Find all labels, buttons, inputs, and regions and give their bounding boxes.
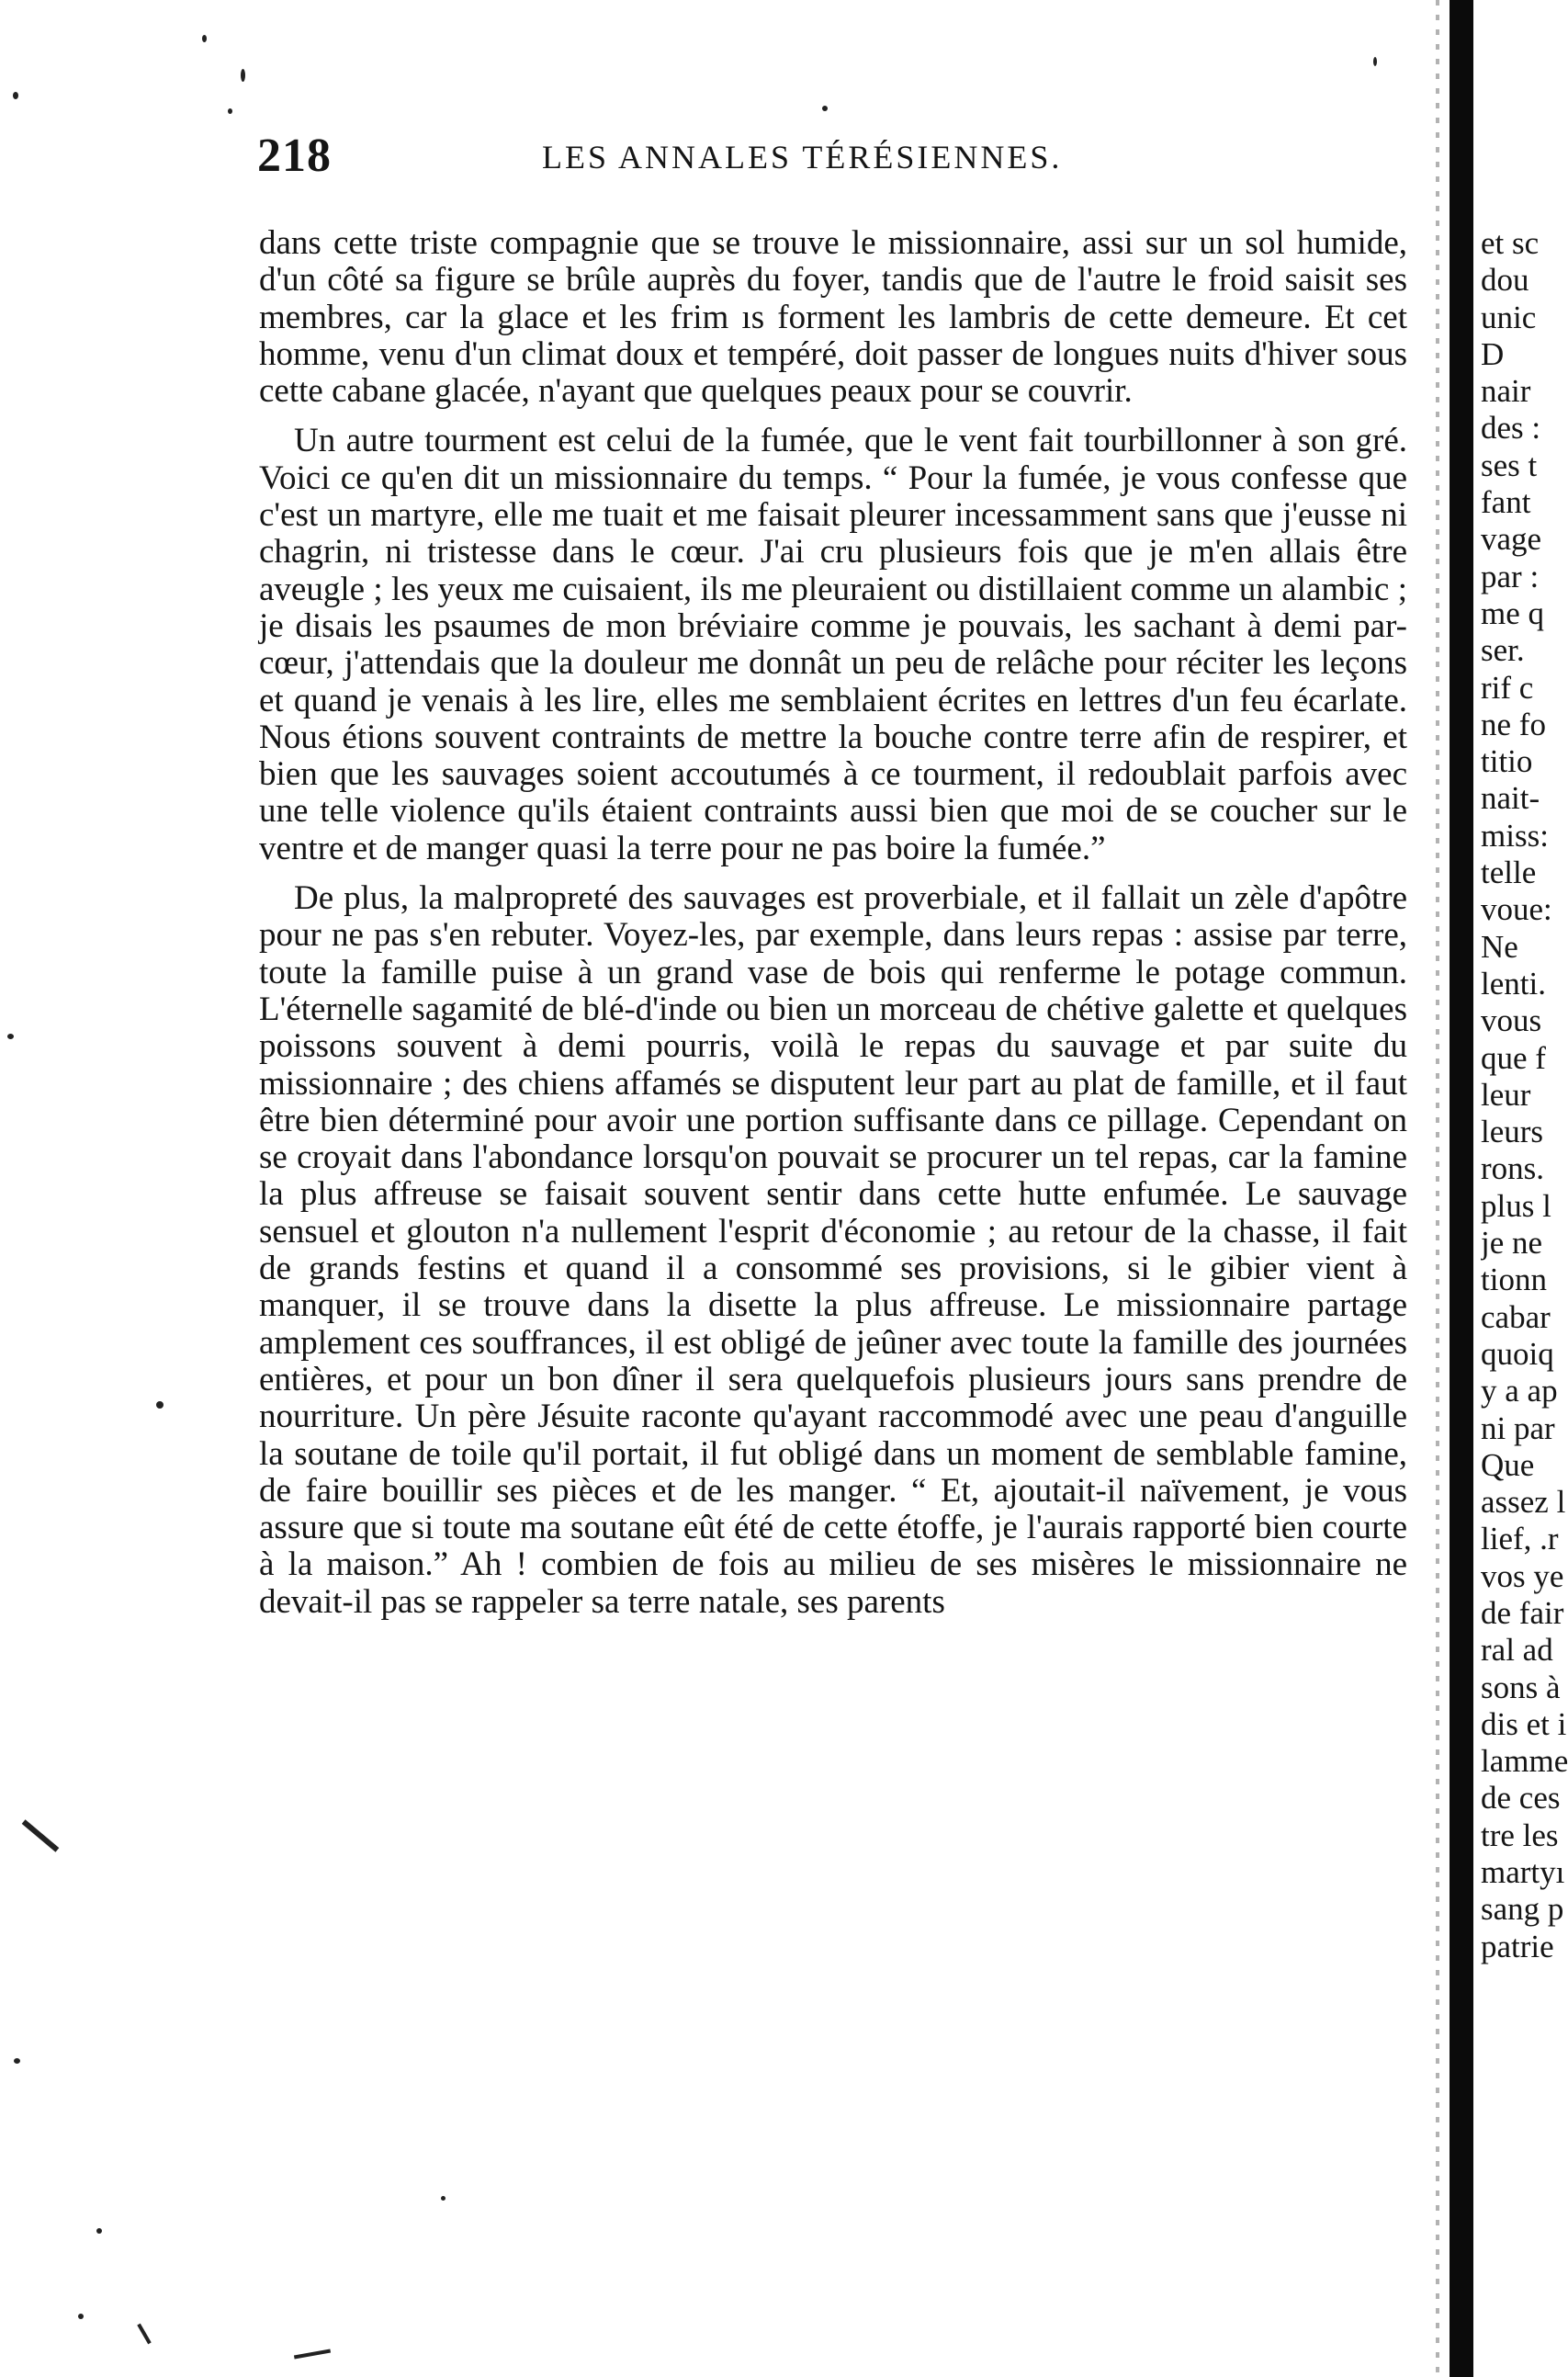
- scan-speck: [7, 1034, 14, 1039]
- page-number: 218: [257, 130, 332, 182]
- paragraph-3: De plus, la malpropreté des sauvages est proverbiale, et il fallait un zèle d'apôtre pour ne pas s'en rebuter. Voyez-les, par exemple, dans leurs repas : assise par terre, toute la famille puise à un grand vase de bois qui renferme le potage commun. L'éternelle sagamité de blé-d'inde ou bien un morceau de chétive galette et quelques poissons souvent à demi pourris, voilà le repas du sauvage et par suite du missionnaire ; des chiens affamés se disputent leur part au plat de famille, et il faut être bien déterminé pour avoir une portion suffisante dans ce pillage. Cependant on se croyait dans l'abondance lorsqu'on pouvait se procurer un tel repas, car la famine la plus affreuse se faisait souvent sentir dans cette hutte enfumée. Le sauvage sensuel et glouton n'a nullement l'esprit d'économie ; au retour de la chasse, il fait de grands festins et quand il a consommé ses provisions, si le gibier vient à manquer, il se trouve dans la disette la plus affreuse. Le missionnaire partage amplement ces souffrances, il est obligé de jeûner avec toute la famille des journées entières, et pour un bon dîner il sera quelquefois plusieurs jours sans prendre de nourriture. Un père Jésuite raconte qu'ayant raccommodé avec une peau d'anguille la soutane de toile qu'il portait, il fut obligé dans un moment de semblable famine, de faire bouillir ses pièces et de les manger. “ Et, ajoutait-il naïvement, je vous assure que si toute ma soutane eût été de cette étoffe, je l'aurais rapporté bien courte à la maison.” Ah ! combien de fois au milieu de ses misères le missionnaire ne devait-il pas se rappeler sa terre natale, ses parents: [259, 879, 1407, 1621]
- adjacent-line: voue:: [1481, 891, 1552, 928]
- adjacent-line: assez l: [1481, 1484, 1566, 1521]
- adjacent-line: rif c: [1481, 669, 1534, 706]
- running-head: [257, 129, 1415, 184]
- scan-speck: [1373, 57, 1377, 66]
- adjacent-line: je ne: [1481, 1225, 1543, 1262]
- adjacent-line: leur: [1481, 1076, 1531, 1113]
- adjacent-line: y a ap: [1481, 1373, 1558, 1409]
- adjacent-line: de ces: [1481, 1780, 1561, 1817]
- adjacent-line: dou: [1481, 262, 1529, 299]
- adjacent-line: me q: [1481, 594, 1545, 631]
- adjacent-line: uniс: [1481, 299, 1537, 335]
- scan-speck: [441, 2196, 446, 2201]
- scan-speck: [241, 69, 245, 82]
- adjacent-line: sang p: [1481, 1891, 1564, 1928]
- adjacent-line: lamme: [1481, 1743, 1568, 1780]
- journal-title: LES ANNALES TÉRÉSIENNES.: [542, 139, 1063, 175]
- adjacent-line: leurs: [1481, 1114, 1544, 1150]
- adjacent-line: quoiq: [1481, 1335, 1554, 1372]
- adjacent-line: fant: [1481, 484, 1531, 521]
- adjacent-line: vos ye: [1481, 1557, 1564, 1594]
- paragraph-1: dans cette triste compagnie que se trouve le missionnaire, assi sur un sol humide, d'un côté sa figure se brûle auprès du foyer, tandis que de l'autre le froid saisit ses membres, car la glace et les frim ıs forment les lambris de cette demeure. Et cet homme, venu d'un climat doux et tempéré, doit passer de longues nuits d'hiver sous cette cabane glacée, n'ayant que quelques peaux pour se couvrir.: [259, 224, 1407, 411]
- adjacent-line: Ne: [1481, 928, 1518, 965]
- adjacent-line: nait-: [1481, 780, 1540, 817]
- adjacent-line: par :: [1481, 558, 1540, 594]
- adjacent-line: D: [1481, 335, 1505, 372]
- scan-mark: [22, 1819, 60, 1851]
- adjacent-line: Que: [1481, 1446, 1535, 1483]
- adjacent-line: lief, .r: [1481, 1521, 1559, 1557]
- adjacent-line: lenti.: [1481, 965, 1546, 1002]
- adjacent-line: et sс: [1481, 225, 1540, 261]
- adjacent-line: titio: [1481, 743, 1533, 780]
- body-text: [259, 225, 1407, 1621]
- adjacent-line: ne fo: [1481, 706, 1546, 742]
- scan-speck: [96, 2228, 102, 2234]
- scan-speck: [13, 92, 18, 99]
- adjacent-line: tionn: [1481, 1262, 1547, 1298]
- adjacent-line: telle: [1481, 855, 1537, 891]
- adjacent-line: ral ad: [1481, 1632, 1553, 1669]
- adjacent-line: tre les: [1481, 1817, 1559, 1853]
- adjacent-line: ses t: [1481, 447, 1538, 483]
- paragraph-2: Un autre tourment est celui de la fumée, que le vent fait tourbillonner à son gré. Voici ce qu'en dit un missionnaire du temps. “ Pour la fumée, je vous confesse que c'est un martyre, elle me tuait et me faisait pleurer incessamment sans que j'eusse ni chagrin, ni tristesse dans le cœur. J'ai cru plusieurs fois que je m'en allais être aveugle ; les yeux me cuisaient, ils me pleuraient ou distillaient comme un alambic ; je disais les psaumes de mon bréviaire comme je pouvais, les sachant à demi par-cœur, j'attendais que la douleur me donnât un peu de relâche pour réciter les leçons et quand je venais à les lire, elles me semblaient écrites en lettres d'un feu écarlate. Nous étions souvent contraints de mettre la bouche contre terre afin de respirer, et bien que les sauvages soient accoutumés à ce tourment, il redoublait parfois avec une telle violence qu'ils étaient contraints aussi bien que moi de se coucher sur le ventre et de manger quasi la terre pour ne pas boire la fumée.”: [259, 422, 1407, 867]
- adjacent-page-fragment: [1481, 225, 1568, 2338]
- scan-mark: [137, 2324, 151, 2345]
- adjacent-line: vage: [1481, 521, 1542, 558]
- binding-bar: [1450, 0, 1473, 2377]
- adjacent-line: plus l: [1481, 1187, 1551, 1224]
- adjacent-line: dis et i: [1481, 1705, 1567, 1742]
- scan-speck: [228, 108, 232, 114]
- scan-speck: [14, 2058, 20, 2064]
- adjacent-line: sons à: [1481, 1669, 1561, 1705]
- adjacent-line: ni par: [1481, 1409, 1555, 1446]
- adjacent-line: miss:: [1481, 817, 1549, 854]
- adjacent-line: ser.: [1481, 632, 1525, 669]
- scan-speck: [78, 2314, 84, 2319]
- scan-speck: [202, 35, 207, 42]
- scan-speck: [156, 1401, 164, 1409]
- adjacent-line: martyı: [1481, 1854, 1565, 1891]
- scan-speck: [822, 106, 828, 111]
- adjacent-line: que f: [1481, 1039, 1546, 1076]
- adjacent-line: de fair: [1481, 1594, 1564, 1631]
- adjacent-line: vous: [1481, 1002, 1542, 1039]
- adjacent-line: patrie: [1481, 1928, 1554, 1964]
- adjacent-line: des :: [1481, 410, 1541, 447]
- scan-mark: [294, 2349, 331, 2360]
- adjacent-line: nair: [1481, 373, 1531, 410]
- adjacent-line: rons.: [1481, 1150, 1545, 1187]
- adjacent-line: cabar: [1481, 1298, 1551, 1335]
- gutter-shadow: [1436, 0, 1439, 2377]
